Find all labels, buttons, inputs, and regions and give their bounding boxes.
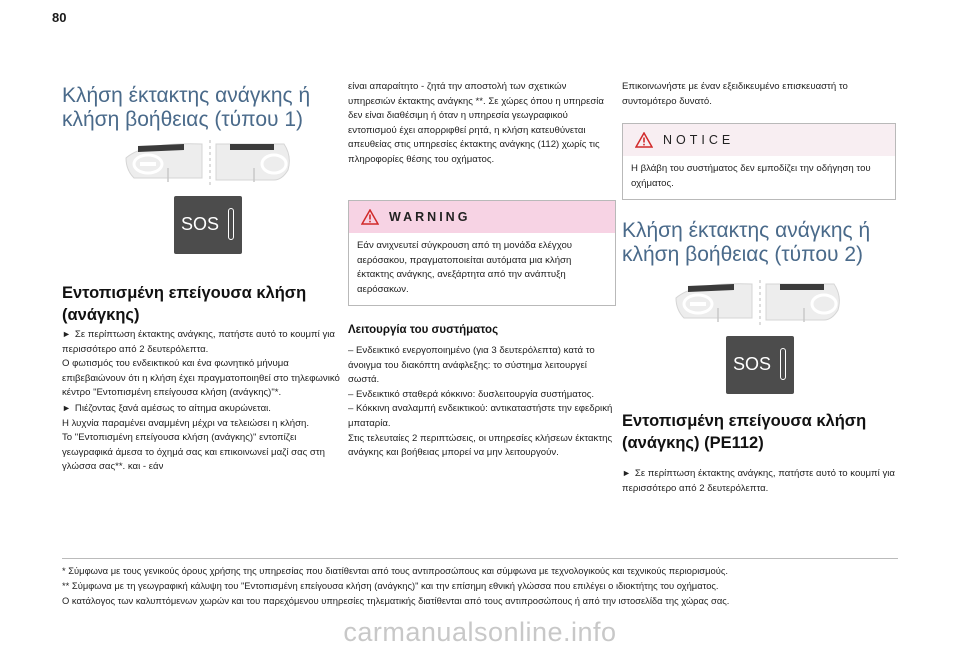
page-number: 80 <box>52 10 67 25</box>
col1-para-3: ► Πιέζοντας ξανά αμέσως το αίτημα ακυρώνεται. <box>62 402 271 414</box>
sos-button-illustration <box>174 196 242 254</box>
warning-text: Εάν ανιχνευτεί σύγκρουση από τη μονάδα ελέγχου αερόσακου, πραγματοποιείται αυτόματα μια κλήση έκτακτης ανάγκης, ανεξάρτητα από την ανάπτυξη αερόσακων. <box>357 240 573 295</box>
col3-body <box>622 466 896 496</box>
section-title-type1: Κλήση έκτακτης ανάγκης ή κλήση βοήθειας (τύπου 1) <box>62 84 311 131</box>
col2-list <box>348 344 616 461</box>
sos-label: SOS <box>733 354 772 374</box>
col1-para-4: Η λυχνία παραμένει αναμμένη μέχρι να τελειώσει η κλήση. <box>62 417 310 429</box>
notice-label: NOTICE <box>663 133 735 147</box>
arrow-right-icon: ► <box>62 402 71 413</box>
col1-para-5: Το "Εντοπισμένη επείγουσα κλήση (ανάγκης)" εντοπίζει γεωγραφικά άμεσα το όχημά σας και επικοινωνεί μαζί σας στη γλώσσα σας**. και - εάν <box>62 432 325 473</box>
sos-button-illustration <box>726 336 794 394</box>
steering-wheel-illustration <box>674 278 844 328</box>
footnote-2: ** Σύμφωνα με τη γεωγραφική κάλυψη του "Εντοπισμένη επείγουσα κλήση (ανάγκης)" και την επίσημη εθνική γλώσσα που επιλέγει ο ιδιοκτήτης του οχήματος. <box>62 580 719 591</box>
list-item: – Κόκκινη αναλαμπή ενδεικτικού: αντικαταστήστε την εφεδρική μπαταρία. <box>348 403 613 429</box>
warning-header <box>349 201 615 233</box>
arrow-right-icon: ► <box>622 468 631 478</box>
section-title-type2: Κλήση έκτακτης ανάγκης ή κλήση βοήθειας (τύπου 2) <box>622 219 871 266</box>
heading-localized-emergency-call-pe112: Εντοπισμένη επείγουσα κλήση (ανάγκης) (PE112) <box>622 412 867 452</box>
list-item: Στις τελευταίες 2 περιπτώσεις, οι υπηρεσίες κλήσεων έκτακτης ανάγκης και βοήθειας μπορεί να μην λειτουργούν. <box>348 432 613 459</box>
warning-triangle-icon <box>635 132 653 148</box>
subheading-system-operation: Λειτουργία του συστήματος <box>348 324 499 336</box>
list-item: – Ενδεικτικό ενεργοποιημένο (για 3 δευτερόλεπτα) κατά το άνοιγμα του διακόπτη ανάφλεξης: το σύστημα λειτουργεί σωστά. <box>348 345 595 386</box>
notice-header <box>623 124 895 156</box>
steering-wheel-illustration <box>124 138 294 188</box>
col1-para-2: Ο φωτισμός του ενδεικτικού και ένα φωνητικό μήνυμα επιβεβαιώνουν ότι η κλήση έχει πραγματοποιηθεί στο τηλεφωνικό κέντρο "Εντοπισμένη επείγουσα κλήση (ανάγκης)"*. <box>62 358 340 399</box>
warning-label: WARNING <box>389 210 471 224</box>
notice-box <box>622 123 896 200</box>
heading-localized-emergency-call: Εντοπισμένη επείγουσα κλήση (ανάγκης) <box>62 284 307 324</box>
col3-para-1: ► Σε περίπτωση έκτακτης ανάγκης, πατήστε αυτό το κουμπί για περισσότερο από 2 δευτερόλεπτα. <box>622 468 895 494</box>
warning-triangle-icon <box>361 209 379 225</box>
list-item: – Ενδεικτικό σταθερά κόκκινο: δυσλειτουργία συστήματος. <box>348 388 595 400</box>
warning-box <box>348 200 616 306</box>
col2-intro: είναι απαραίτητο - ζητά την αποστολή των σχετικών υπηρεσιών έκτακτης ανάγκης **. Σε χώρες όπου η υπηρεσία δεν είναι διαθέσιμη ή όταν η υπηρεσία γεωγραφικού εντοπισμού έχει απορριφθεί ρητά, η κλήση κατευθύνεται απευθείας στις υπηρεσίες έκτακτης ανάγκης (112) χωρίς τις πληροφορίες θέσης του οχήματος. <box>348 81 604 165</box>
arrow-right-icon: ► <box>62 329 71 339</box>
footnotes <box>62 558 898 608</box>
col3-intro: Επικοινωνήστε με έναν εξειδικευμένο επισκευαστή το συντομότερο δυνατό. <box>622 81 848 107</box>
sos-indicator-led <box>228 208 234 240</box>
footnote-3: Ο κατάλογος των καλυπτόμενων χωρών και του παρεχόμενου υπηρεσίες τηλεματικής διατίθενται από τους αντιπροσώπους ή από την ιστοσελίδα της χώρας σας. <box>62 595 730 606</box>
col1-para-1: ► Σε περίπτωση έκτακτης ανάγκης, πατήστε αυτό το κουμπί για περισσότερο από 2 δευτερόλεπτα. <box>62 329 335 355</box>
watermark: carmanualsonline.info <box>343 617 617 647</box>
sos-label: SOS <box>181 214 220 234</box>
sos-indicator-led <box>780 348 786 380</box>
notice-text: Η βλάβη του συστήματος δεν εμποδίζει την οδήγηση του οχήματος. <box>631 163 871 189</box>
footnote-1: * Σύμφωνα με τους γενικούς όρους χρήσης της υπηρεσίας που διατίθενται από τους αντιπροσώπους και σύμφωνα με τεχνολογικούς και τεχνικούς περιορισμούς. <box>62 565 728 576</box>
col1-body <box>62 327 340 475</box>
